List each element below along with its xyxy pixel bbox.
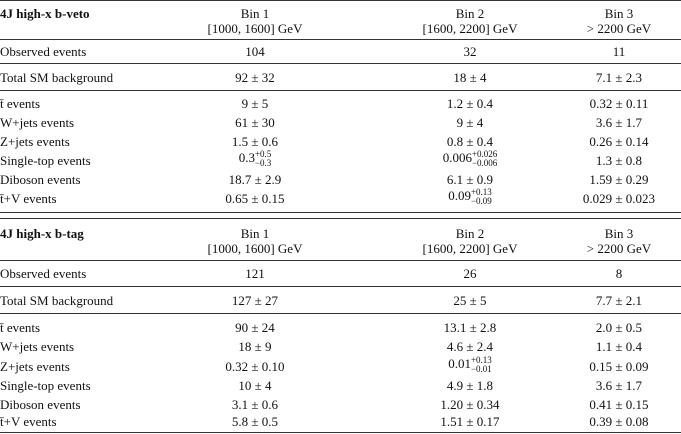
table2-row-label: t̄ events (0, 320, 41, 335)
table2-row-value: 0.41 ± 0.15 (589, 397, 649, 412)
table2-total-label: Total SM background (0, 293, 114, 308)
table1-total-label: Total SM background (0, 70, 114, 85)
table1-row-value: 9 ± 4 (456, 115, 484, 130)
table1-row-value: 0.65 ± 0.15 (225, 191, 285, 206)
table2-row-value: 0.39 ± 0.08 (589, 414, 649, 429)
table1-asym-value (385, 150, 555, 168)
table2-title: 4J high-x b-tag (0, 226, 84, 241)
asym-central: 0.09 (448, 188, 471, 203)
table2-total-bin2: 25 ± 5 (453, 293, 487, 308)
table2-header-bin3: Bin 3 (604, 226, 634, 241)
asym-up: +0.5 (254, 149, 272, 160)
table2-top-rule (0, 218, 681, 219)
table1-total-rule (0, 90, 681, 91)
table1-asym-value (195, 150, 315, 168)
table1-row-value: 0.26 ± 0.14 (589, 134, 649, 149)
table1-row-label: Z+jets events (0, 134, 70, 149)
table1-row-value: 0.32 ± 0.11 (589, 96, 649, 111)
table2-row-value: 4.9 ± 1.8 (446, 378, 494, 393)
table1-row-label: t̄+V events (0, 191, 57, 206)
table1-row-value: 1.59 ± 0.29 (589, 172, 649, 187)
table1-header-bin1-range: [1000, 1600] GeV (207, 21, 303, 36)
asym-central: 0.3 (238, 150, 255, 165)
table2-header-bin1-range: [1000, 1600] GeV (207, 241, 303, 256)
asym-central: 0.01 (448, 356, 471, 371)
table1-row-label: Diboson events (0, 172, 81, 187)
table1-total-bin3: 7.1 ± 2.3 (595, 70, 643, 85)
table1-observed-bin3: 11 (612, 44, 626, 59)
table2-header-bin2-range: [1600, 2200] GeV (422, 241, 518, 256)
table2-row-value: 0.15 ± 0.09 (589, 359, 649, 374)
table2-total-bin1: 127 ± 27 (231, 293, 279, 308)
table2-row-label: Diboson events (0, 397, 81, 412)
table2-row-value: 0.32 ± 0.10 (225, 359, 285, 374)
table2-row-value: 5.8 ± 0.5 (231, 414, 279, 429)
table1-observed-bin1: 104 (245, 44, 265, 59)
table2-observed-rule (0, 286, 681, 287)
asym-up: +0.13 (470, 187, 492, 198)
table1-top-rule (0, 0, 681, 1)
table1-row-value: 61 ± 30 (235, 115, 275, 130)
table1-header-bin3-range: > 2200 GeV (586, 21, 652, 36)
table1-row-label: W+jets events (0, 115, 75, 130)
table2-row-value: 13.1 ± 2.8 (443, 320, 497, 335)
table2-row-value: 1.1 ± 0.4 (595, 339, 643, 354)
table1-header-rule (0, 39, 681, 40)
table2-row-value: 4.6 ± 2.4 (446, 339, 494, 354)
asym-down: −0.3 (254, 158, 272, 169)
table2-row-label: Single-top events (0, 378, 91, 393)
asym-down: −0.01 (470, 364, 492, 375)
table1-header-bin1: Bin 1 (240, 6, 270, 21)
table2-row-value: 1.20 ± 0.34 (440, 397, 500, 412)
table1-row-value: 0.8 ± 0.4 (446, 134, 494, 149)
table2-row-value: 18 ± 9 (238, 339, 272, 354)
asym-up: +0.026 (471, 149, 498, 160)
table2-row-label: W+jets events (0, 339, 75, 354)
table2-row-label: t̄+V events (0, 414, 57, 429)
table1-observed-label: Observed events (0, 44, 87, 59)
table2-bottom-rule (0, 432, 681, 433)
table1-header-bin2-range: [1600, 2200] GeV (422, 21, 518, 36)
table1-row-value: 6.1 ± 0.9 (446, 172, 494, 187)
table2-row-value: 90 ± 24 (235, 320, 275, 335)
table2-observed-bin2: 26 (463, 266, 477, 281)
table1-observed-bin2: 32 (463, 44, 477, 59)
table2-observed-bin1: 121 (245, 266, 265, 281)
asym-up: +0.13 (470, 355, 492, 366)
table1-row-value: 9 ± 5 (241, 96, 269, 111)
table2-row-value: 3.1 ± 0.6 (231, 397, 279, 412)
table1-header-bin2: Bin 2 (455, 6, 485, 21)
table1-bottom-rule (0, 212, 681, 213)
asym-down: −0.006 (471, 158, 498, 169)
table2-row-value: 3.6 ± 1.7 (595, 378, 643, 393)
table1-row-value: 1.3 ± 0.8 (595, 153, 643, 168)
table1-row-value: 1.2 ± 0.4 (446, 96, 494, 111)
table1-observed-rule (0, 63, 681, 64)
table1-total-bin1: 92 ± 32 (235, 70, 275, 85)
table1-asym-value (385, 188, 555, 206)
table2-observed-label: Observed events (0, 266, 87, 281)
table2-row-value: 1.51 ± 0.17 (440, 414, 500, 429)
table1-row-label: Single-top events (0, 153, 91, 168)
table2-total-rule (0, 313, 681, 314)
table1-row-label: t̄ events (0, 96, 41, 111)
table2-total-bin3: 7.7 ± 2.1 (595, 293, 643, 308)
table2-header-bin3-range: > 2200 GeV (586, 241, 652, 256)
table2-row-value: 10 ± 4 (238, 378, 272, 393)
table2-row-value: 2.0 ± 0.5 (595, 320, 643, 335)
table1-row-value: 18.7 ± 2.9 (228, 172, 282, 187)
table1-row-value: 0.029 ± 0.023 (582, 191, 656, 206)
table2-asym-value (385, 356, 555, 374)
table2-observed-bin3: 8 (615, 266, 623, 281)
table1-row-value: 1.5 ± 0.6 (231, 134, 279, 149)
asym-down: −0.09 (470, 196, 492, 207)
table1-title: 4J high-x b-veto (0, 6, 90, 21)
table1-header-bin3: Bin 3 (604, 6, 634, 21)
table2-row-label: Z+jets events (0, 359, 70, 374)
table1-total-bin2: 18 ± 4 (453, 70, 487, 85)
table2-header-bin1: Bin 1 (240, 226, 270, 241)
table1-row-value: 3.6 ± 1.7 (595, 115, 643, 130)
table2-header-bin2: Bin 2 (455, 226, 485, 241)
table2-header-rule (0, 260, 681, 261)
asym-central: 0.006 (442, 150, 472, 165)
